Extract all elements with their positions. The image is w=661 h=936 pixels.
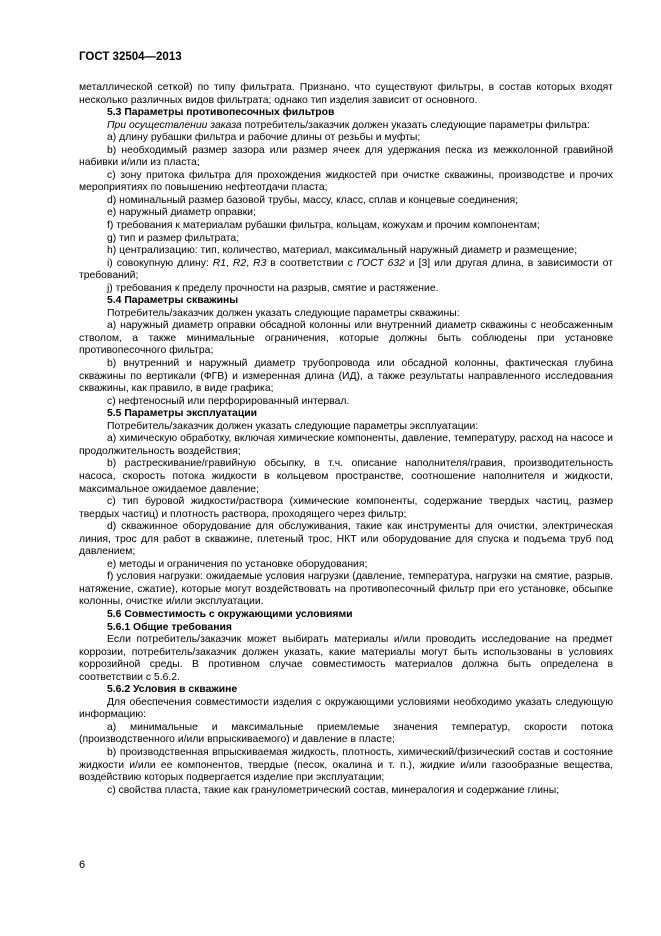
length-r2: R2 xyxy=(232,257,247,269)
list-item: b) производственная впрыскиваемая жидкость, плотность, химический/физический состав и состояние жидкости и/или ее компонентов, твердые (песок, окалина и т. п.), жидкие и/или газообразные вещества, воздействию которых подвергается изделие при эксплуатации; xyxy=(79,746,613,784)
list-item: c) тип буровой жидкости/раствора (химические компоненты, содержание твердых частиц, размер твердых частиц) и плотность раствора, проходящего через фильтр; xyxy=(79,496,613,520)
section-5-6-2-heading: 5.6.2 Условия в скважине xyxy=(107,684,238,696)
text-span: , xyxy=(246,257,254,269)
section-5-6-heading: 5.6 Совместимость с окружающими условиями xyxy=(107,608,353,620)
list-item: d) скважинное оборудование для обслуживания, такие как инструменты для очистки, электрическая линия, трос для работ в скважине, плетеный трос, НКТ или оборудование для спуска и подъема труб под давлением; xyxy=(79,521,613,558)
gost-reference: ГОСТ 632 xyxy=(356,257,405,269)
section-5-3-intro-text: потребитель/заказчик должен указать следующие параметры фильтра: xyxy=(241,119,590,131)
list-item: g) тип и размер фильтрата; xyxy=(107,232,240,244)
list-item: a) длину рубашки фильтра и рабочие длины от резьбы и муфты; xyxy=(107,132,421,144)
list-item: f) требования к материалам рубашки фильтра, кольцам, кожухам и прочим компонентам; xyxy=(107,220,540,232)
list-item: j) требования к пределу прочности на разрыв, смятие и растяжение. xyxy=(107,282,439,294)
page-number: 6 xyxy=(79,859,86,871)
text-span: в соответствии с xyxy=(266,257,357,269)
list-item: c) зону притока фильтра для прохождения жидкостей при очистке скважины, производстве и прочих мероприятиях по повышению нефтеотдачи пласта; xyxy=(79,169,613,194)
section-5-4-heading: 5.4 Параметры скважины xyxy=(107,295,239,307)
list-item: e) наружный диаметр оправки; xyxy=(107,207,256,219)
page-content xyxy=(79,82,613,797)
list-item: b) необходимый размер зазора или размер ячеек для удержания песка из межколонной гравийной набивки и/или из пласта; xyxy=(79,144,613,169)
intro-paragraph: металлической сеткой) по типу фильтрата. Признано, что существуют фильтры, в состав которых входят несколько различных видов фильтрата; однако тип изделия зависит от основного. xyxy=(79,82,613,106)
section-5-6-1-heading: 5.6.1 Общие требования xyxy=(107,621,232,633)
list-item: b) растрескивание/гравийную обсыпку, в т.ч. описание наполнителя/гравия, производительность насоса, скорость потока жидкости в кольцевом пространстве, соотношение наполнителя и жидкости, максимальное ожидаемое давление; xyxy=(79,458,613,495)
length-r1: R1 xyxy=(212,257,227,269)
list-item: a) химическую обработку, включая химические компоненты, давление, температуру, расход на насосе и продолжительность воздействия; xyxy=(79,433,613,457)
list-item: h) централизацию: тип, количество, материал, максимальный наружный диаметр и размещение; xyxy=(107,245,578,257)
text-span: i) совокупную длину: xyxy=(107,257,213,269)
section-5-3-intro-emphasis: При осуществлении заказа xyxy=(107,119,242,131)
section-5-3-intro xyxy=(79,120,613,133)
list-item: c) свойства пласта, такие как гранулометрический состав, минералогия и содержание глины; xyxy=(107,784,560,796)
text-span: , xyxy=(226,257,233,269)
length-r3: R3 xyxy=(253,257,267,269)
list-item: e) методы и ограничения по установке оборудования; xyxy=(107,558,368,570)
section-5-3-heading: 5.3 Параметры противопесочных фильтров xyxy=(107,107,335,119)
section-5-6-1-paragraph: Если потребитель/заказчик может выбирать материалы и/или проводить исследование на предмет коррозии, потребитель/заказчик должен указать, какие материалы могут быть использованы в условиях коррозийной среды. В противном случае совместимость материалов должна быть определена в соответствии с 5.6.2. xyxy=(79,634,613,683)
list-item: a) минимальные и максимальные приемлемые значения температур, скорости потока (производственного и/или впрыскиваемого) и давление в пласте; xyxy=(79,721,613,746)
list-item: a) наружный диаметр оправки обсадной колонны или внутренний диаметр скважины с необсаженным стволом, а также минимальные ограничения, которые должны быть соблюдены при установке противопесочного фильтра; xyxy=(79,320,613,357)
list-item: c) нефтеносный или перфорированный интервал. xyxy=(107,395,350,407)
section-5-6-2-paragraph: Для обеспечения совместимости изделия с окружающими условиями необходимо указать следующую информацию: xyxy=(79,696,613,721)
list-item: d) номинальный размер базовой трубы, массу, класс, сплав и концевые соединения; xyxy=(107,194,519,206)
section-5-5-heading: 5.5 Параметры эксплуатации xyxy=(107,408,257,420)
list-item: b) внутренний и наружный диаметр трубопровода или обсадной колонны, фактическая глубина скважины по вертикали (ФГВ) и измеренная длина (ИД), а также результаты направленного исследования скважины, как правило, в виде графика; xyxy=(79,358,613,395)
list-item: f) условия нагрузки: ожидаемые условия нагрузки (давление, температура, нагрузки на смятие, разрыв, натяжение, сжатие), которые могут воздействовать на противопесочный фильтр при его установке, обсыпке колонны, очистке и/или эксплуатации. xyxy=(79,571,613,608)
text-span: и [3] или другая длина, в зависимости от требований; xyxy=(79,257,613,282)
document-header: ГОСТ 32504—2013 xyxy=(79,51,182,63)
list-item xyxy=(79,258,613,283)
section-5-4-intro: Потребитель/заказчик должен указать следующие параметры скважины: xyxy=(107,307,460,319)
section-5-5-intro: Потребитель/заказчик должен указать следующие параметры эксплуатации: xyxy=(107,420,479,432)
